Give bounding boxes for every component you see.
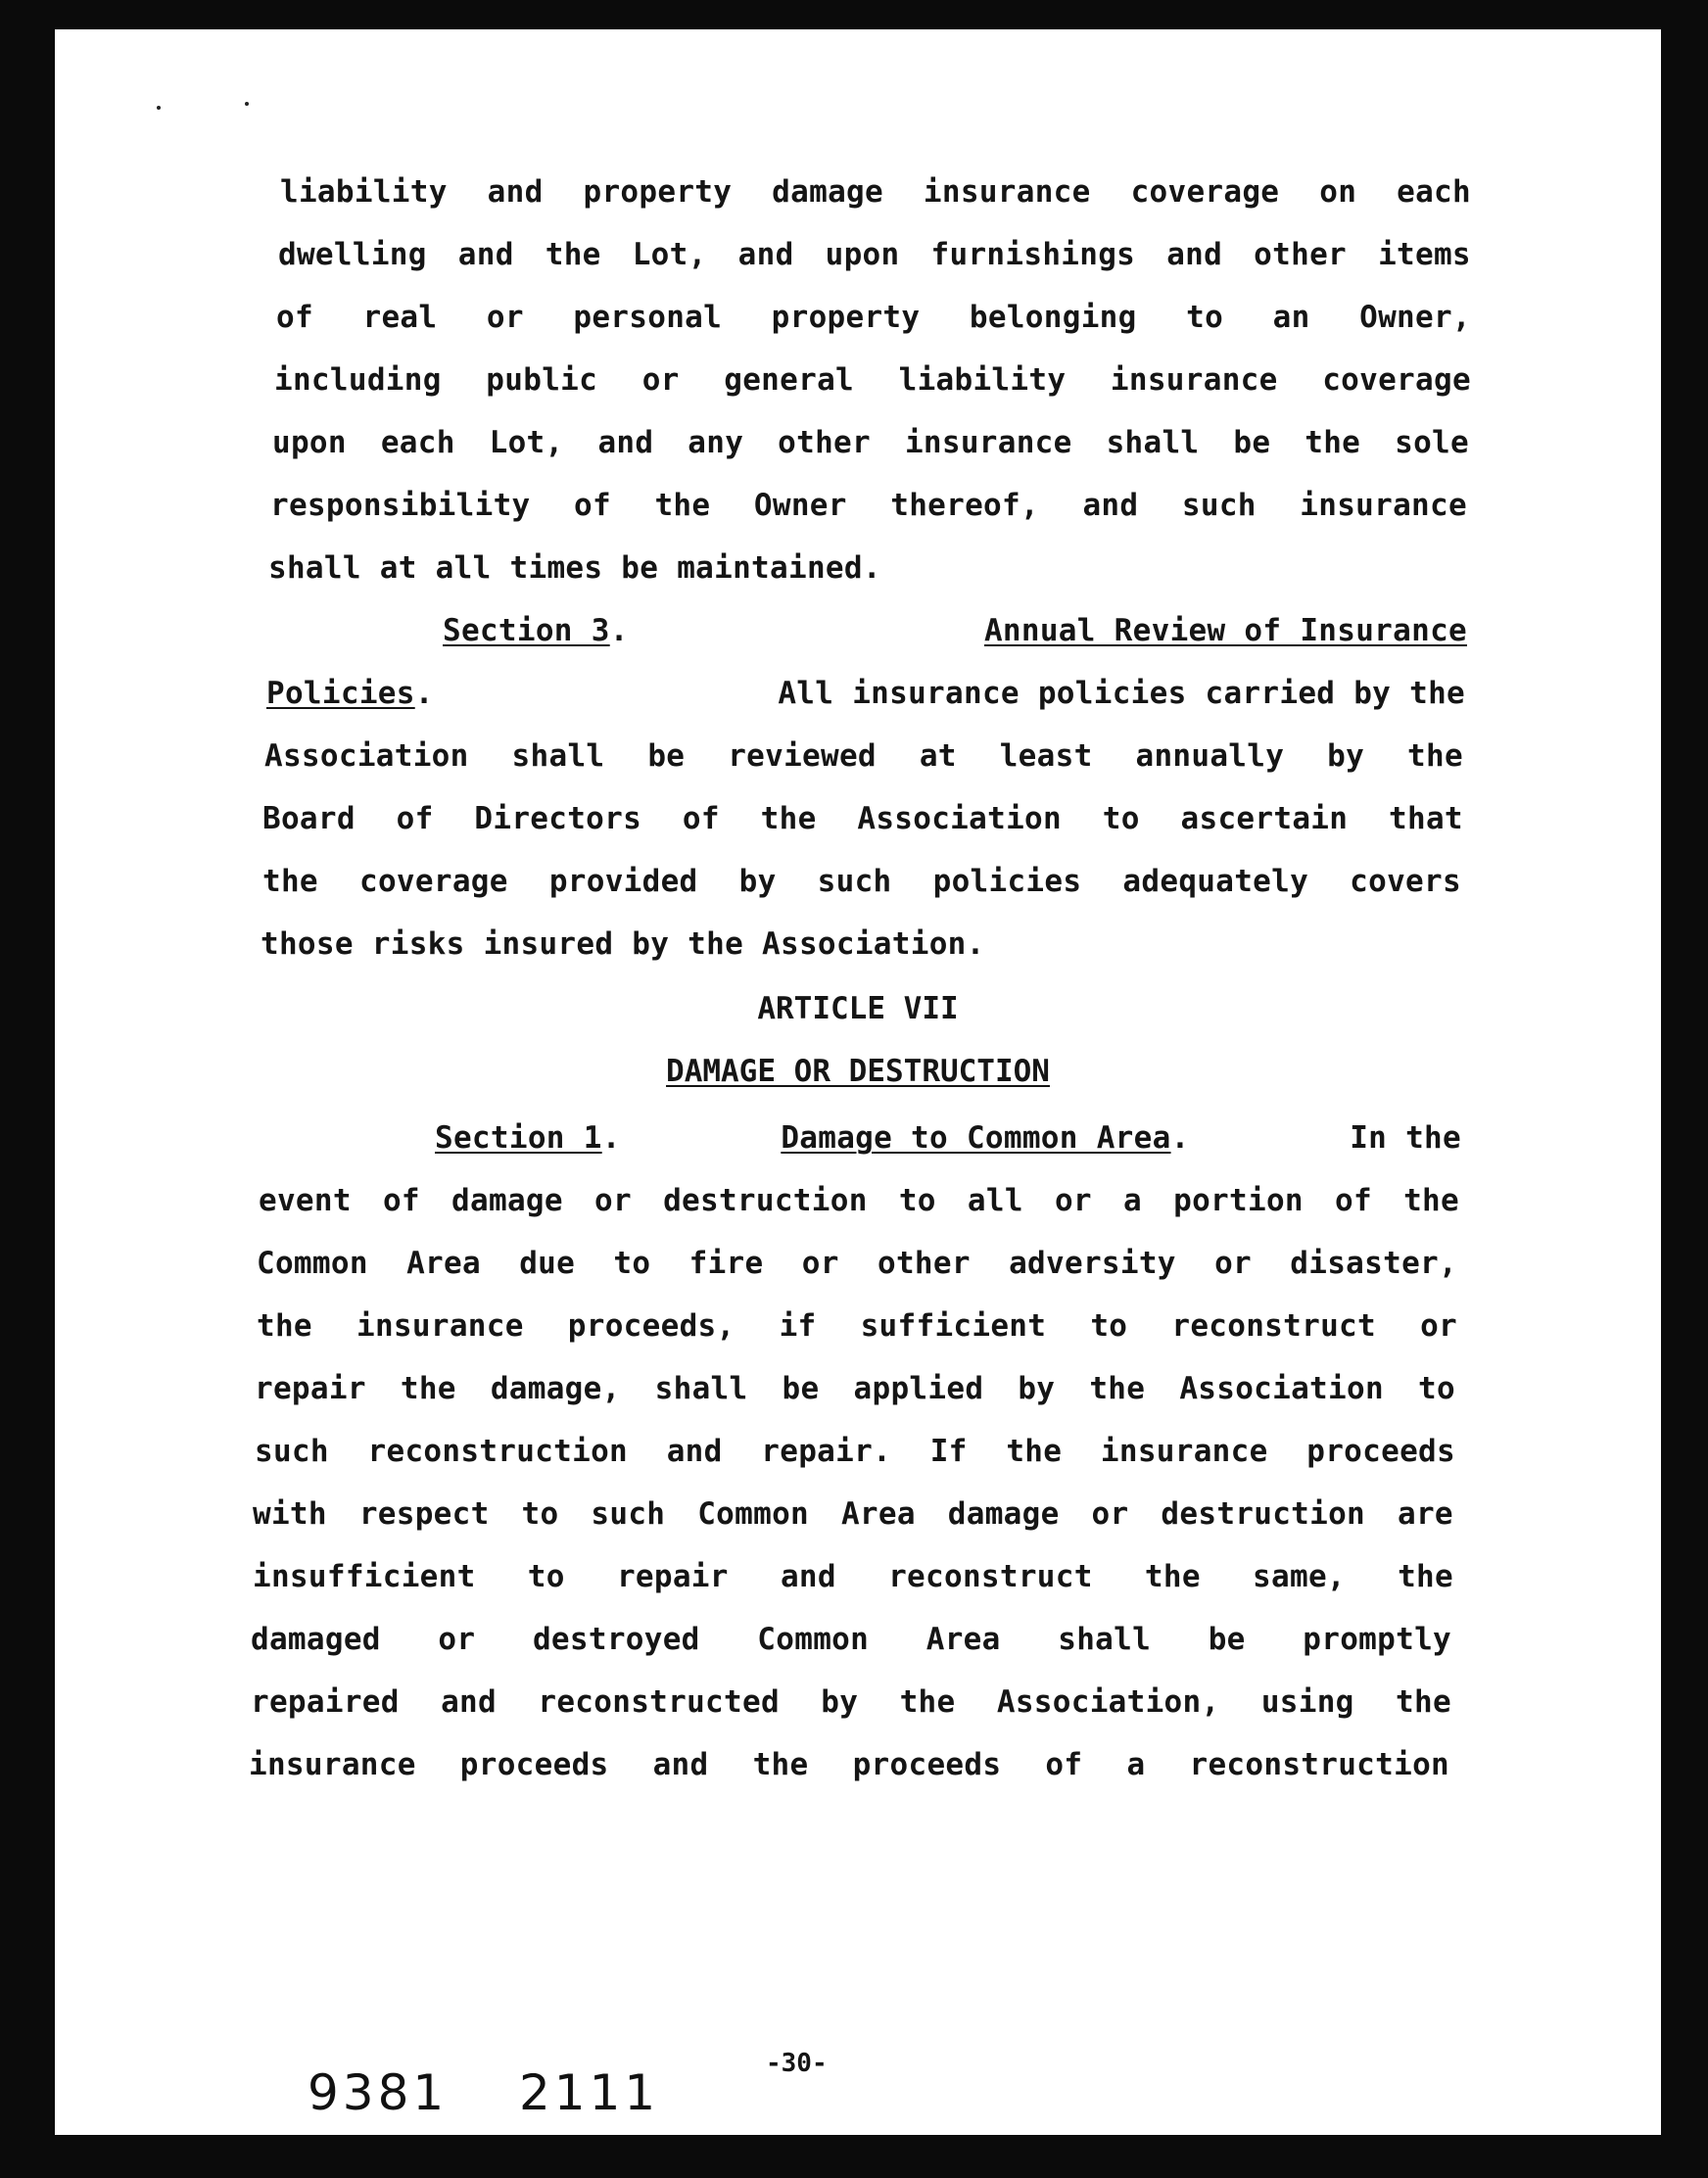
word: of xyxy=(276,300,313,335)
word: insurance xyxy=(923,174,1091,210)
word: and xyxy=(487,174,544,210)
word: or xyxy=(438,1622,476,1657)
text-line: Policies. All insurance policies carried by the xyxy=(266,676,1465,711)
word: and xyxy=(780,1559,836,1594)
word: Lot, xyxy=(489,425,564,460)
word: Area xyxy=(925,1622,1001,1657)
article-title: DAMAGE OR DESTRUCTION xyxy=(666,1054,1050,1089)
word: such xyxy=(591,1496,666,1532)
word: with xyxy=(253,1496,327,1532)
word: to xyxy=(898,1183,936,1218)
word: proceeds xyxy=(459,1747,609,1782)
word: of xyxy=(574,488,611,523)
section-3-heading-line: Section 3. Annual Review of Insurance xyxy=(443,613,1467,648)
word: the xyxy=(1407,738,1463,774)
word: personal xyxy=(573,300,723,335)
word: reviewed xyxy=(728,738,877,774)
word: liability xyxy=(898,362,1067,398)
document-stamp-number-right: 2111 xyxy=(519,2064,660,2121)
text-line xyxy=(262,801,1463,836)
word: real xyxy=(362,300,438,335)
word: the xyxy=(654,488,711,523)
word: or xyxy=(1420,1308,1457,1344)
word: insurance xyxy=(249,1747,416,1782)
word: other xyxy=(778,425,871,460)
word: the xyxy=(262,864,318,899)
text-line xyxy=(251,1684,1451,1720)
section-3-title: Annual Review of Insurance xyxy=(983,613,1467,648)
word: Common xyxy=(757,1622,870,1657)
word: event xyxy=(259,1183,352,1218)
word: other xyxy=(877,1246,971,1281)
word: covers xyxy=(1350,864,1461,899)
word: and xyxy=(457,237,514,272)
word: disaster, xyxy=(1290,1246,1457,1281)
word: repair xyxy=(255,1371,366,1406)
word: proceeds, xyxy=(567,1308,735,1344)
word: insurance xyxy=(1110,362,1278,398)
document-stamp-number-left: 9381 xyxy=(308,2064,449,2121)
text-line xyxy=(255,1434,1455,1469)
word: Association, xyxy=(996,1684,1220,1720)
word: to xyxy=(521,1496,559,1532)
word: insurance xyxy=(904,425,1072,460)
word: and xyxy=(1166,237,1223,272)
word: to xyxy=(613,1246,651,1281)
word: such xyxy=(1181,488,1257,523)
word: insurance xyxy=(356,1308,524,1344)
word: such xyxy=(255,1434,329,1469)
word: Area xyxy=(406,1246,481,1281)
word: annually xyxy=(1135,738,1285,774)
word: each xyxy=(1397,174,1471,210)
word: general xyxy=(724,362,854,398)
text-line xyxy=(251,1622,1451,1657)
word: or xyxy=(486,300,524,335)
word: the xyxy=(1006,1434,1063,1469)
text-line xyxy=(270,488,1467,523)
word: Owner xyxy=(753,488,847,523)
word: Board xyxy=(262,801,356,836)
word: proceeds xyxy=(1306,1434,1455,1469)
word: promptly xyxy=(1303,1622,1451,1657)
text-line xyxy=(276,300,1471,335)
word: by xyxy=(738,864,777,899)
word: portion xyxy=(1173,1183,1304,1218)
word: of xyxy=(1335,1183,1372,1218)
word: be xyxy=(1233,425,1271,460)
word: or xyxy=(1091,1496,1129,1532)
word: Association xyxy=(857,801,1062,836)
word: insurance xyxy=(1100,1434,1268,1469)
word: the xyxy=(752,1747,809,1782)
word: furnishings xyxy=(930,237,1136,272)
text-line xyxy=(255,1371,1455,1406)
text-line xyxy=(264,738,1463,774)
speck xyxy=(157,106,161,110)
word: reconstruction xyxy=(367,1434,629,1469)
word: coverage xyxy=(359,864,508,899)
word: shall xyxy=(1058,1622,1152,1657)
word: using xyxy=(1260,1684,1354,1720)
section-1-title: Damage to Common Area xyxy=(781,1120,1171,1156)
speck xyxy=(245,102,249,106)
text-line: shall at all times be maintained. xyxy=(268,550,881,586)
text-line xyxy=(249,1747,1449,1782)
word: to xyxy=(1102,801,1140,836)
word: the xyxy=(1396,1684,1451,1720)
word: provided xyxy=(548,864,698,899)
word: or xyxy=(593,1183,632,1218)
word: to xyxy=(1186,300,1224,335)
word: including xyxy=(274,362,442,398)
word: any xyxy=(688,425,744,460)
article-number: ARTICLE VII xyxy=(757,991,959,1026)
word: fire xyxy=(688,1246,764,1281)
word: same, xyxy=(1253,1559,1346,1594)
word: each xyxy=(380,425,455,460)
word: the xyxy=(1403,1183,1459,1218)
page-number: -30- xyxy=(766,2049,828,2078)
word: reconstruct xyxy=(1171,1308,1376,1344)
word: by xyxy=(1018,1371,1056,1406)
word: destroyed xyxy=(532,1622,700,1657)
word: and xyxy=(597,425,654,460)
word: Lot, xyxy=(632,237,707,272)
word: policies xyxy=(932,864,1082,899)
word: a xyxy=(1123,1183,1142,1218)
word: damaged xyxy=(251,1622,381,1657)
word: by xyxy=(821,1684,859,1720)
word: be xyxy=(782,1371,820,1406)
word: property xyxy=(771,300,921,335)
word: applied xyxy=(853,1371,984,1406)
word: Area xyxy=(840,1496,916,1532)
word: damage xyxy=(947,1496,1060,1532)
word: adequately xyxy=(1122,864,1309,899)
word: liability xyxy=(280,174,448,210)
word: such xyxy=(817,864,892,899)
word: coverage xyxy=(1322,362,1471,398)
word: reconstruct xyxy=(888,1559,1093,1594)
word: on xyxy=(1319,174,1357,210)
word: property xyxy=(583,174,733,210)
text-line xyxy=(253,1496,1453,1532)
word: the xyxy=(257,1308,312,1344)
text-line xyxy=(272,425,1469,460)
word: least xyxy=(999,738,1093,774)
word: coverage xyxy=(1130,174,1280,210)
word: be xyxy=(1208,1622,1246,1657)
word: ascertain xyxy=(1180,801,1349,836)
word: at xyxy=(919,738,957,774)
word: upon xyxy=(272,425,347,460)
word: shall xyxy=(511,738,605,774)
word: damage, xyxy=(490,1371,621,1406)
word: the xyxy=(1305,425,1361,460)
word: all xyxy=(967,1183,1023,1218)
word: damage xyxy=(451,1183,563,1218)
word: If xyxy=(929,1434,968,1469)
word: damage xyxy=(772,174,883,210)
text-line xyxy=(278,237,1471,272)
word: to xyxy=(527,1559,565,1594)
text-line xyxy=(259,1183,1459,1218)
word: or xyxy=(1214,1246,1252,1281)
section-3-title-continued: Policies xyxy=(266,676,415,711)
word: items xyxy=(1378,237,1471,272)
word: dwelling xyxy=(278,237,427,272)
word: thereof, xyxy=(890,488,1039,523)
word: repair xyxy=(616,1559,729,1594)
word: Association xyxy=(264,738,469,774)
word: Association xyxy=(1179,1371,1384,1406)
word: the xyxy=(1089,1371,1146,1406)
word: other xyxy=(1254,237,1347,272)
word: of xyxy=(382,1183,420,1218)
word: the xyxy=(899,1684,956,1720)
word: insufficient xyxy=(253,1559,476,1594)
word: an xyxy=(1272,300,1310,335)
word: the xyxy=(400,1371,456,1406)
document-page xyxy=(55,29,1661,2135)
text-line xyxy=(253,1559,1453,1594)
text-line xyxy=(280,174,1471,210)
word: repaired xyxy=(251,1684,400,1720)
word: destruction xyxy=(1161,1496,1366,1532)
word: be xyxy=(647,738,686,774)
word: adversity xyxy=(1009,1246,1176,1281)
word: the xyxy=(1398,1559,1453,1594)
word: responsibility xyxy=(270,488,531,523)
word: public xyxy=(486,362,598,398)
section-1-label: Section 1 xyxy=(435,1120,602,1156)
word: and xyxy=(441,1684,497,1720)
word: Common xyxy=(697,1496,810,1532)
word: reconstruction xyxy=(1189,1747,1449,1782)
word: to xyxy=(1417,1371,1455,1406)
word: or xyxy=(1054,1183,1092,1218)
word: proceeds xyxy=(852,1747,1002,1782)
word: destruction xyxy=(663,1183,868,1218)
word: or xyxy=(801,1246,839,1281)
word: Directors xyxy=(474,801,642,836)
text-line xyxy=(262,864,1461,899)
word: of xyxy=(396,801,434,836)
word: belonging xyxy=(969,300,1137,335)
word: insurance xyxy=(1300,488,1467,523)
section-3-label: Section 3 xyxy=(443,613,610,648)
text-line xyxy=(257,1246,1457,1281)
word: the xyxy=(1144,1559,1201,1594)
word: reconstructed xyxy=(538,1684,780,1720)
section-1-heading-line: Section 1. Damage to Common Area. In the xyxy=(435,1120,1461,1156)
word: sole xyxy=(1395,425,1469,460)
word: respect xyxy=(358,1496,490,1532)
word: and xyxy=(1082,488,1139,523)
word: of xyxy=(682,801,720,836)
word: a xyxy=(1126,1747,1146,1782)
word: are xyxy=(1397,1496,1453,1532)
word: that xyxy=(1389,801,1463,836)
word: to xyxy=(1090,1308,1128,1344)
word: due xyxy=(519,1246,576,1281)
word: the xyxy=(545,237,601,272)
word: repair. xyxy=(761,1434,892,1469)
word: Common xyxy=(257,1246,368,1281)
word: shall xyxy=(1106,425,1200,460)
word: and xyxy=(737,237,794,272)
word: or xyxy=(641,362,680,398)
word: of xyxy=(1045,1747,1083,1782)
word: if xyxy=(779,1308,817,1344)
text-line: those risks insured by the Association. xyxy=(261,926,985,962)
word: the xyxy=(760,801,817,836)
word: upon xyxy=(825,237,900,272)
text-line xyxy=(257,1308,1457,1344)
text-line xyxy=(274,362,1471,398)
word: sufficient xyxy=(860,1308,1047,1344)
word: by xyxy=(1327,738,1365,774)
word: shall xyxy=(654,1371,748,1406)
word: and xyxy=(652,1747,709,1782)
word: and xyxy=(666,1434,723,1469)
word: Owner, xyxy=(1359,300,1471,335)
